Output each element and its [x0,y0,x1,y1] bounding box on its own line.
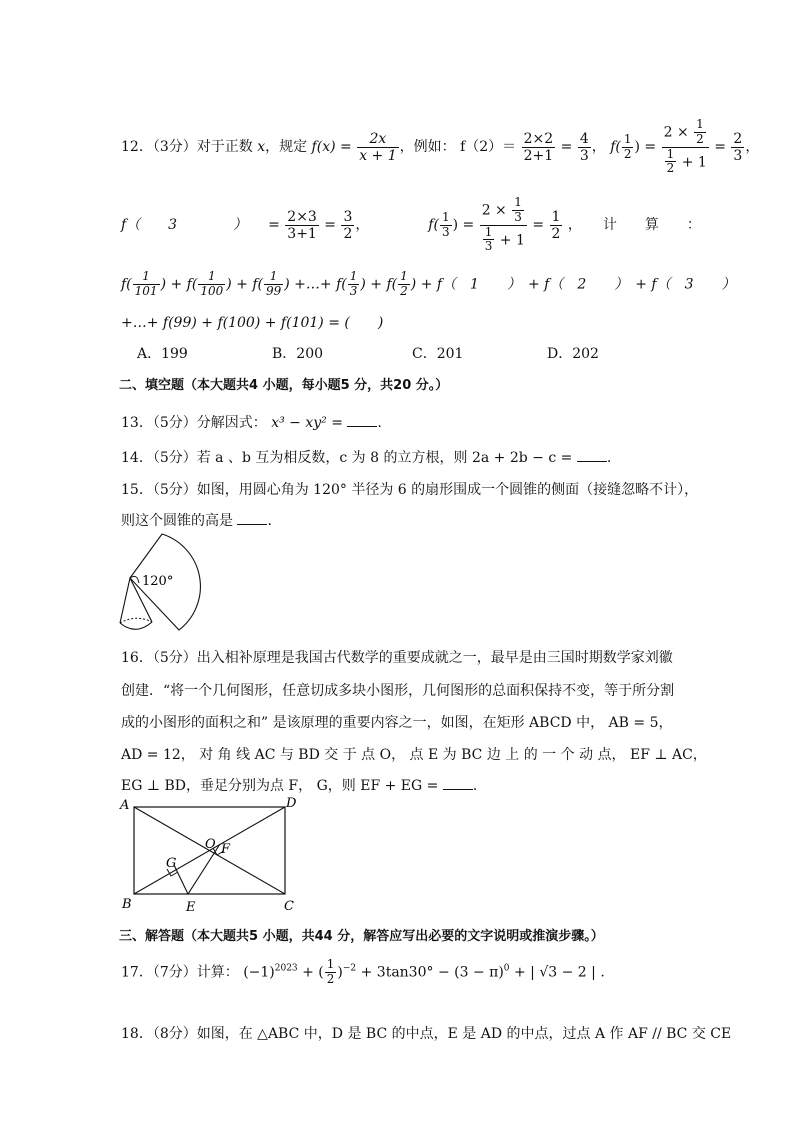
q12-sum-tail: + f（ 1 ） + f（ 2 ） + f（ 3 ） [420,276,736,293]
period: . [377,415,382,431]
exponent: −2 [342,963,357,974]
q17-plus: + ( [302,964,324,981]
q12-option-b[interactable] [272,343,323,363]
frac-num [480,196,527,226]
period: . [606,450,612,466]
q16-line4: AD = 12， 对 角 线 AC 与 BD 交 于 点 O， 点 E 为 BC 边 上 的 一 个 动 点， EF ⊥ AC， [121,747,707,763]
q12-line2 [121,196,701,254]
exponent: 2023 [274,963,298,974]
equals: = [560,139,573,156]
q14-line [121,447,611,467]
q12-fexpr: f(x) = [311,139,352,156]
frac-den: 101 [134,283,158,298]
frac-num: 1 [349,269,358,283]
q17-line [121,958,605,987]
f-open: f( [252,276,263,293]
inner-frac [512,196,524,225]
q12-two-thirds [731,131,744,164]
frac-num: 1 [133,270,160,285]
q12-sum-line2 [121,312,383,332]
q14-text: 若 a 、b 互为相反数，c 为 8 的立方根，则 2a + 2b − c = [196,450,573,466]
label-d: D [286,796,297,811]
frac-num: 1 [198,270,225,285]
period: . [472,778,478,794]
frac-den: 3 [514,209,522,224]
frac-num: 2x [357,131,398,148]
frac-den: x + 1 [359,147,397,164]
equals: = [532,217,545,234]
frac-num: 1 [666,146,675,161]
f-open: f( [186,276,198,293]
frac-1-99 [264,270,283,299]
q12-eg: ，例如： [399,139,456,156]
frac-den: 100 [200,283,224,298]
frac-den: 2 [343,225,353,242]
f-open: f( [336,276,347,293]
q12-define: ，规定 [265,139,308,156]
q14-number: 14．（5分） [121,450,197,466]
q12-f3-fraction [285,209,319,242]
label-e: E [186,900,196,915]
comma: ， [745,139,760,156]
option-label: C．201 [412,346,464,362]
q18-text: 如图，在 △ABC 中，D 是 BC 的中点，E 是 AD 的中点，过点 A 作 AF // BC 交 CE [196,1026,732,1042]
q18-number: 18．（8分） [121,1026,197,1042]
q15-line1 [121,479,698,499]
q13-text: 分解因式： [196,415,267,431]
q12-line1 [121,118,759,176]
frac-num: 1 [484,224,493,239]
q12-option-c[interactable] [412,343,463,363]
section-heading-2: 二、填空题（本大题共4 小题，每小题5 分，共20 分。） [119,378,449,393]
equals: = [324,217,337,234]
q16-line5 [121,775,477,795]
frac-num: 1 [514,195,522,209]
f-open: f( [121,276,132,293]
frac-den: 2 [400,283,408,298]
q15-text2: 则这个圆锥的高是 [121,513,233,529]
label-c: C [284,899,294,914]
answer-blank[interactable] [347,412,377,427]
option-label: B．200 [272,346,324,362]
q12-intro: 对于正数 [196,139,253,156]
frac-den: 2 [666,161,675,176]
frac-num: 1 [400,269,408,283]
q15-number: 15．（5分） [121,482,197,498]
frac-den [662,148,709,177]
q17-part3: + 3tan30° − (3 − π) [360,964,504,981]
inner-frac [665,148,677,177]
q12-third-big-fraction [480,196,527,254]
frac-den: 3 [733,147,743,164]
f-open: f( [386,276,398,293]
section-heading-3: 三、解答题（本大题共5 小题，共44 分，解答应写出必要的文字说明或推演步骤。） [119,929,604,944]
frac-1-3 [348,270,360,299]
q17-close: ) [337,964,343,981]
q12-half-big-fraction [662,118,709,176]
frac-num: 1 [696,117,704,131]
frac-num: 3 [343,208,353,225]
frac-den: 3 [484,239,493,254]
q12-f3-value [341,209,354,242]
exponent: 0 [503,963,510,974]
q12-f-fraction [357,131,398,164]
frac-part: 2 × [663,124,689,141]
frac-num: 2×2 [523,130,554,147]
frac-num: 4 [579,130,589,147]
answer-blank[interactable] [577,447,607,462]
period: . [267,513,272,529]
frac-num: 1 [326,957,335,971]
frac-den: 2 [551,225,561,242]
frac-part: + 1 [681,153,707,170]
frac-num: 1 [623,131,632,146]
angle-label: 120° [142,574,174,589]
q12-option-a[interactable] [137,343,188,363]
frac-den: 3 [349,283,358,298]
frac-den: 3 [441,224,450,239]
label-b: B [122,897,132,912]
q15-sector-cone-figure [112,528,222,640]
frac-den: 99 [265,283,282,298]
q12-sum-line2-text: +…+ f(99) + f(100) + f(101) = ( ) [121,315,384,331]
f-open: f( [610,139,621,156]
q17-half [325,958,337,987]
q16-line3: 成的小图形的面积之和” 是该原理的重要内容之一，如图，在矩形 ABCD 中， AB = 5， [121,715,673,731]
f-open: f( [428,217,439,234]
frac-1-101 [133,270,160,299]
label-o: O [205,837,216,852]
frac-part: 2 × [481,202,507,219]
frac-den: 3 [579,147,589,164]
frac-den: 2 [326,971,335,986]
q16-text5: EG ⊥ BD，垂足分别为点 F， G，则 EF + EG = [121,778,439,794]
q12-sum-line1: f( $\frac{1}{101}$ ) + f( $\frac{1}{100}$ ) + f( $\frac{1}{99}$ ) +…+ f( $\frac{1}{3}$ ) + f( $\frac{1}{2}$ ) + f（ 1 ） + f（ 2 ） + f（ 3 ） [121,269,736,298]
equals: = [714,139,726,156]
q12-f3: f（ 3 ） = [121,217,280,234]
label-g: G [166,856,177,871]
frac-part: + 1 [499,231,525,248]
label-f: F [221,842,231,857]
q18-line [121,1023,731,1043]
q16-number: 16．（5分） [121,650,197,666]
q12-f2: f（2）＝ [460,139,517,156]
q17-text: 计算： [196,964,239,981]
q16-line2: 创建．“将一个几何图形，任意切成多块小图形，几何图形的总面积保持不变，等于所分割 [121,683,675,699]
q16-line1 [121,647,673,667]
q12-one-half [550,209,563,242]
q12-number: 12．（3分） [121,139,197,156]
q17-part1: (−1) [243,964,275,981]
inner-frac [483,226,495,255]
frac-den: 2 [696,131,704,146]
q13-line [121,412,382,432]
option-label: A．199 [137,346,188,362]
frac-den: 2 [623,146,632,161]
cone-left-edge [120,578,130,623]
q15-line2 [121,510,272,530]
frac-num: 1 [441,209,450,224]
q13-number: 13．（5分） [121,415,197,431]
frac-den: 2+1 [523,147,554,164]
q16-rectangle-figure [114,795,314,917]
frac-num: 1 [264,270,283,285]
label-a: A [120,798,130,813]
frac-num: 1 [551,208,561,225]
frac-den [480,226,527,255]
answer-blank[interactable] [443,775,473,790]
answer-blank[interactable] [237,510,267,525]
inner-frac [694,118,706,147]
frac-1-100 [198,270,225,299]
f-close: ) = [452,217,475,234]
q16-text1: 出入相补原理是我国古代数学的重要成就之一，最早是由三国时期数学家刘徽 [196,650,673,666]
q12-option-d[interactable] [547,343,599,363]
q17-number: 17．（7分） [121,964,197,981]
q12-var: x [257,139,266,156]
f-close: ) = [634,139,657,156]
frac-num [662,118,709,148]
frac-den: 3+1 [287,225,317,242]
option-label: D．202 [547,346,599,362]
q15-text: 如图，用圆心角为 120° 半径为 6 的扇形围成一个圆锥的侧面（接缝忽略不计）， [196,482,699,498]
comma: ， [591,139,606,156]
q17-part4: + | √3 − 2 | . [513,964,605,981]
q12-f2-value [578,131,591,164]
frac-1-2 [398,270,410,299]
q12-compute: ， 计 算 ： [567,217,701,234]
q12-f2-fraction [522,131,556,164]
frac-num: 2 [733,130,743,147]
cone-base-front [120,622,152,629]
frac-num: 2×3 [287,208,317,225]
q12-half [622,133,634,162]
cone-base-back [120,618,152,623]
comma: ， [355,217,370,234]
q12-third [440,211,452,240]
q13-expr: x³ − xy² = [271,415,343,431]
